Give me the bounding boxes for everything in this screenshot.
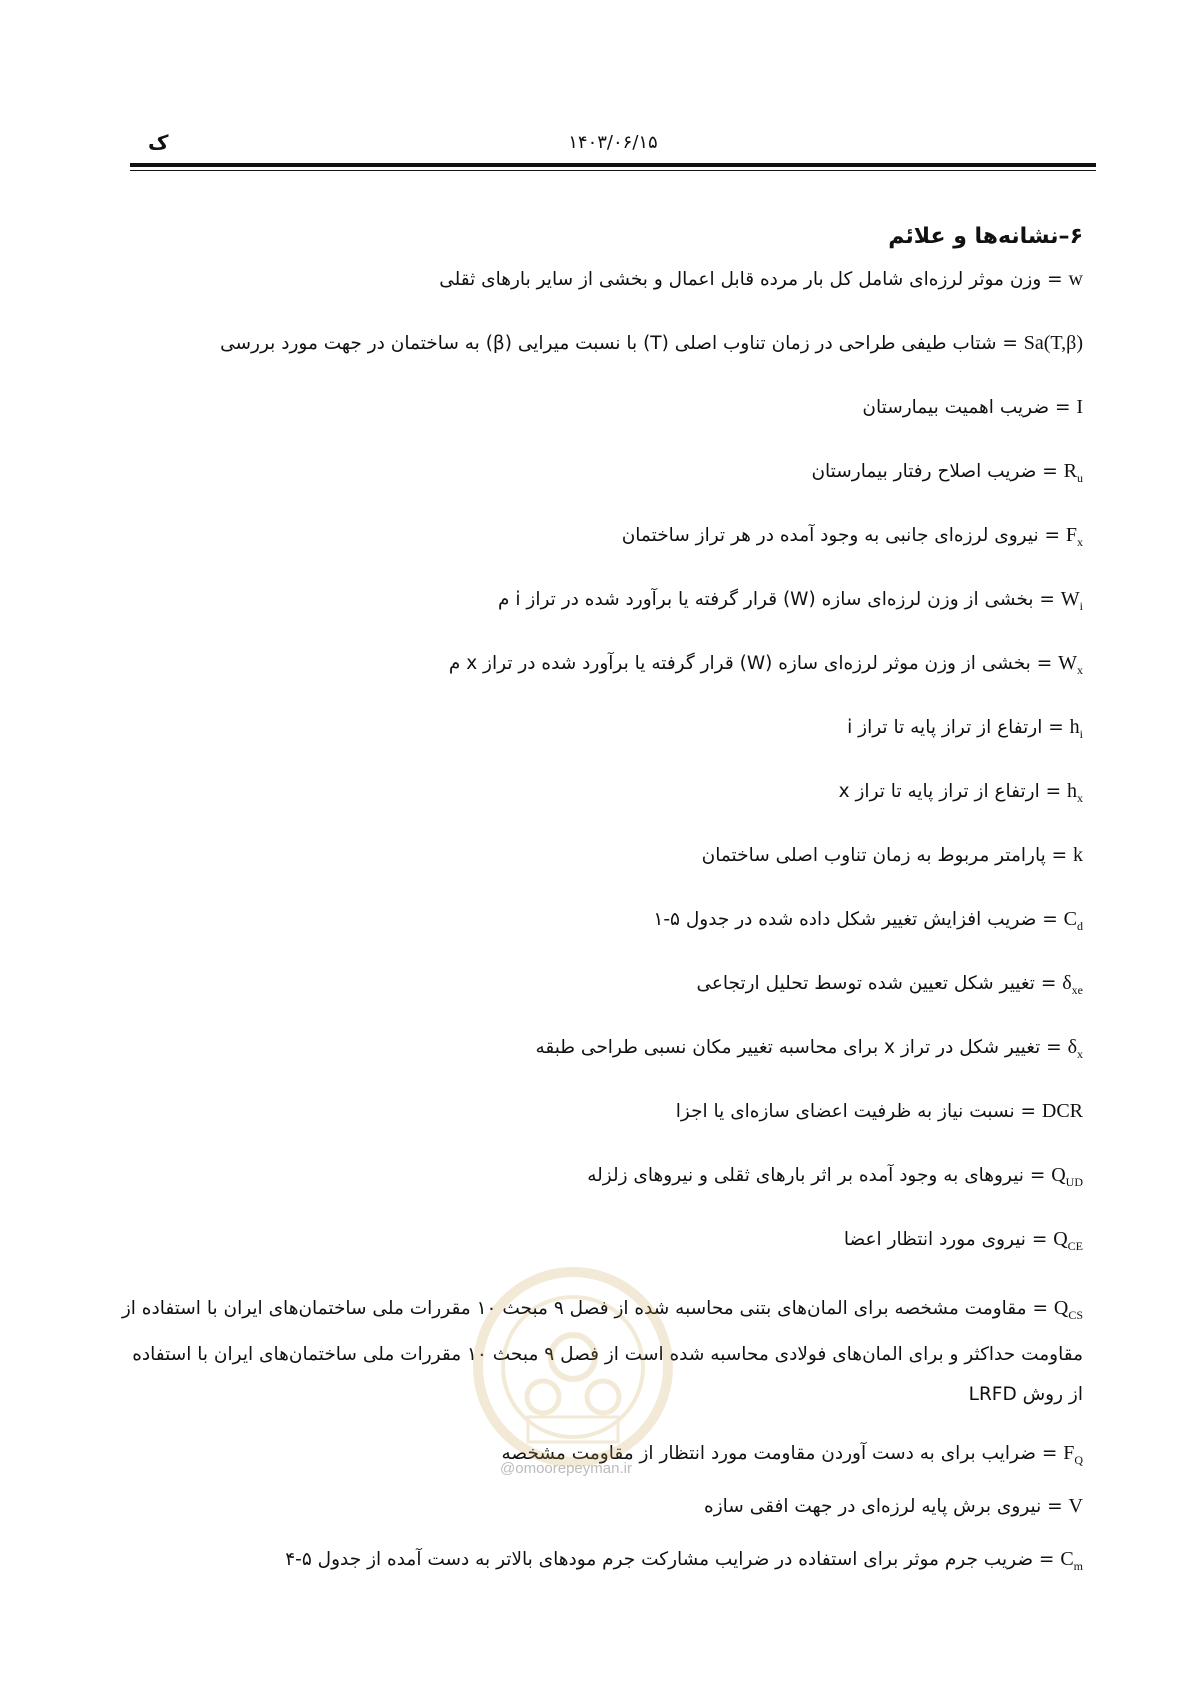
definition-symbol <box>1061 584 1083 621</box>
symbol-base: DCR <box>1041 1100 1083 1122</box>
equals-sign: = <box>1025 1229 1054 1250</box>
definition-text: ضریب جرم موثر برای استفاده در ضرایب مشارکت جرم مودهای بالاتر به دست آمده از جدول ۵-۴ <box>285 1549 1034 1570</box>
definition-item <box>117 840 1083 877</box>
equals-sign: = <box>1026 1298 1054 1319</box>
symbol-base: h <box>1069 716 1080 738</box>
definition-item <box>117 904 1083 941</box>
symbol-base: Q <box>1053 1228 1068 1250</box>
symbol-base: h <box>1067 780 1077 802</box>
header-rule-thin <box>130 170 1096 171</box>
definition-symbol <box>1070 712 1083 749</box>
definition-symbol <box>1042 1096 1083 1133</box>
equals-sign: = <box>1036 909 1064 930</box>
definition-symbol <box>1051 1160 1083 1197</box>
equals-sign: = <box>1039 781 1067 802</box>
definition-item <box>117 1160 1083 1197</box>
equals-sign: = <box>1042 717 1070 738</box>
definition-symbol <box>1064 904 1083 941</box>
definition-symbol <box>1024 328 1083 365</box>
definition-item <box>117 328 1083 365</box>
definition-item <box>117 264 1083 301</box>
definition-symbol <box>1066 520 1083 557</box>
definition-text: نیروی لرزه‌ای جانبی به وجود آمده در هر تراز ساختمان <box>621 525 1039 546</box>
equals-sign: = <box>1030 653 1059 674</box>
symbol-subscript: CS <box>1068 1308 1083 1322</box>
symbol-subscript: UD <box>1065 1175 1083 1189</box>
equals-sign: = <box>1014 1101 1042 1122</box>
symbol-base: δ <box>1062 972 1072 994</box>
symbol-subscript: x <box>1077 1047 1083 1061</box>
definition-item <box>117 584 1083 621</box>
definition-text: ضرایب برای به دست آوردن مقاومت مورد انتظار از مقاومت مشخصه <box>501 1443 1036 1464</box>
definition-item <box>117 776 1083 813</box>
equals-sign: = <box>1033 589 1061 610</box>
definition-text: ضریب افزایش تغییر شکل داده شده در جدول ۵-۱ <box>653 909 1037 930</box>
definition-symbol <box>1062 968 1083 1005</box>
symbol-subscript: i <box>1079 599 1083 613</box>
definition-symbol <box>1053 1224 1083 1261</box>
definition-text: تغییر شکل در تراز x برای محاسبه تغییر مکان نسبی طراحی طبقه <box>535 1037 1041 1058</box>
symbol-base: w <box>1068 268 1083 290</box>
page-header <box>130 130 1096 158</box>
definition-text: نسبت نیاز به ظرفیت اعضای سازه‌ای یا اجزا <box>675 1101 1015 1122</box>
equals-sign: = <box>1045 845 1073 866</box>
equals-sign: = <box>1034 973 1063 994</box>
symbol-subscript: m <box>1073 1559 1083 1573</box>
symbol-base: k <box>1073 844 1083 866</box>
definition-symbol <box>1067 776 1083 813</box>
equals-sign: = <box>1041 1496 1069 1517</box>
symbol-subscript: d <box>1077 919 1083 933</box>
definition-symbol <box>1076 392 1083 429</box>
definition-item <box>117 1096 1083 1133</box>
definition-item <box>117 456 1083 493</box>
definition-text: وزن موثر لرزه‌ای شامل کل بار مرده قابل اعمال و بخشی از سایر بارهای ثقلی <box>439 269 1042 290</box>
equals-sign: = <box>1033 1549 1061 1570</box>
definition-item <box>117 1544 1083 1581</box>
definition-symbol <box>1064 456 1083 493</box>
definition-text: مقاومت مشخصه برای المان‌های بتنی محاسبه شده از فصل ۹ مبحث ۱۰ مقررات ملی ساختمان‌های ایران با استفاده از مقاومت حداکثر و برای المان‌های فولادی محاسبه شده است از فصل ۹ مبحث ۱۰ مقررات ملی ساختمان‌های ایران با استفاده از روش LRFD <box>121 1298 1083 1405</box>
definition-symbol <box>1073 840 1083 877</box>
symbol-base: Q <box>1051 1164 1066 1186</box>
symbol-subscript: Q <box>1074 1453 1083 1467</box>
definition-item <box>117 520 1083 557</box>
symbol-base: F <box>1065 524 1077 546</box>
symbol-base: F <box>1063 1442 1075 1464</box>
definition-text: ارتفاع از تراز پایه تا تراز x <box>838 781 1040 802</box>
page-date: ۱۴۰۳/۰۶/۱۵ <box>568 132 658 153</box>
symbol-base: Q <box>1053 1297 1069 1319</box>
definition-item <box>117 648 1083 685</box>
definition-text: ضریب اصلاح رفتار بیمارستان <box>811 461 1037 482</box>
definition-symbol <box>1060 1544 1083 1581</box>
symbol-subscript: x <box>1077 791 1083 805</box>
symbol-subscript: CE <box>1067 1239 1083 1253</box>
definition-item <box>117 1224 1083 1261</box>
definition-text: تغییر شکل تعیین شده توسط تحلیل ارتجاعی <box>696 973 1035 994</box>
definition-item <box>117 1491 1083 1528</box>
definition-text: شتاب طیفی طراحی در زمان تناوب اصلی (T) با نسبت میرایی (β) به ساختمان در جهت مورد بررسی <box>220 333 997 354</box>
definition-item <box>117 1032 1083 1069</box>
equals-sign: = <box>1041 269 1069 290</box>
symbol-base: C <box>1060 1548 1074 1570</box>
definition-text: نیروی برش پایه لرزه‌ای در جهت افقی سازه <box>704 1496 1042 1517</box>
definition-item <box>117 968 1083 1005</box>
definition-symbol <box>1069 264 1083 301</box>
equals-sign: = <box>1040 1037 1068 1058</box>
definition-symbol <box>1058 648 1083 685</box>
section-title: ۶–نشانه‌ها و علائم <box>888 224 1083 249</box>
definition-symbol <box>1068 1032 1083 1069</box>
symbol-subscript: x <box>1077 535 1083 549</box>
equals-sign: = <box>1038 525 1066 546</box>
symbol-base: Sa(T,β) <box>1023 332 1083 354</box>
symbol-base: I <box>1076 396 1083 418</box>
definition-text: نیروی مورد انتظار اعضا <box>843 1229 1026 1250</box>
symbol-subscript: u <box>1077 471 1083 485</box>
definition-symbol <box>1063 1438 1083 1475</box>
symbol-subscript: x <box>1077 663 1083 677</box>
definition-item <box>117 392 1083 429</box>
equals-sign: = <box>996 333 1024 354</box>
symbol-base: R <box>1063 460 1077 482</box>
equals-sign: = <box>1036 461 1064 482</box>
equals-sign: = <box>1035 1443 1064 1464</box>
symbol-subscript: i <box>1079 727 1083 741</box>
symbol-base: W <box>1060 588 1080 610</box>
symbol-base: δ <box>1067 1036 1077 1058</box>
header-rule-thick <box>130 163 1096 167</box>
definition-text: نیروهای به وجود آمده بر اثر بارهای ثقلی و نیروهای زلزله <box>587 1165 1024 1186</box>
definition-text: بخشی از وزن موثر لرزه‌ای سازه (W) قرار گرفته یا برآورد شده در تراز x م <box>448 653 1031 674</box>
watermark-text: @omoorepeyman.ir <box>500 1460 632 1477</box>
symbol-base: C <box>1063 908 1077 930</box>
watermark-logo-icon <box>468 1262 678 1472</box>
definition-text: ضریب اهمیت بیمارستان <box>862 397 1050 418</box>
definition-text: پارامتر مربوط به زمان تناوب اصلی ساختمان <box>701 845 1046 866</box>
symbol-subscript: xe <box>1071 983 1083 997</box>
symbol-base: V <box>1068 1495 1083 1517</box>
symbol-base: W <box>1058 652 1077 674</box>
definition-symbol <box>1069 1491 1083 1528</box>
equals-sign: = <box>1023 1165 1052 1186</box>
definition-symbol <box>1054 1288 1083 1335</box>
page-letter: ک <box>148 130 169 154</box>
definition-item <box>117 712 1083 749</box>
definition-text: ارتفاع از تراز پایه تا تراز i <box>847 717 1043 738</box>
equals-sign: = <box>1049 397 1077 418</box>
definition-text: بخشی از وزن لرزه‌ای سازه (W) قرار گرفته یا برآورد شده در تراز i م <box>498 589 1034 610</box>
